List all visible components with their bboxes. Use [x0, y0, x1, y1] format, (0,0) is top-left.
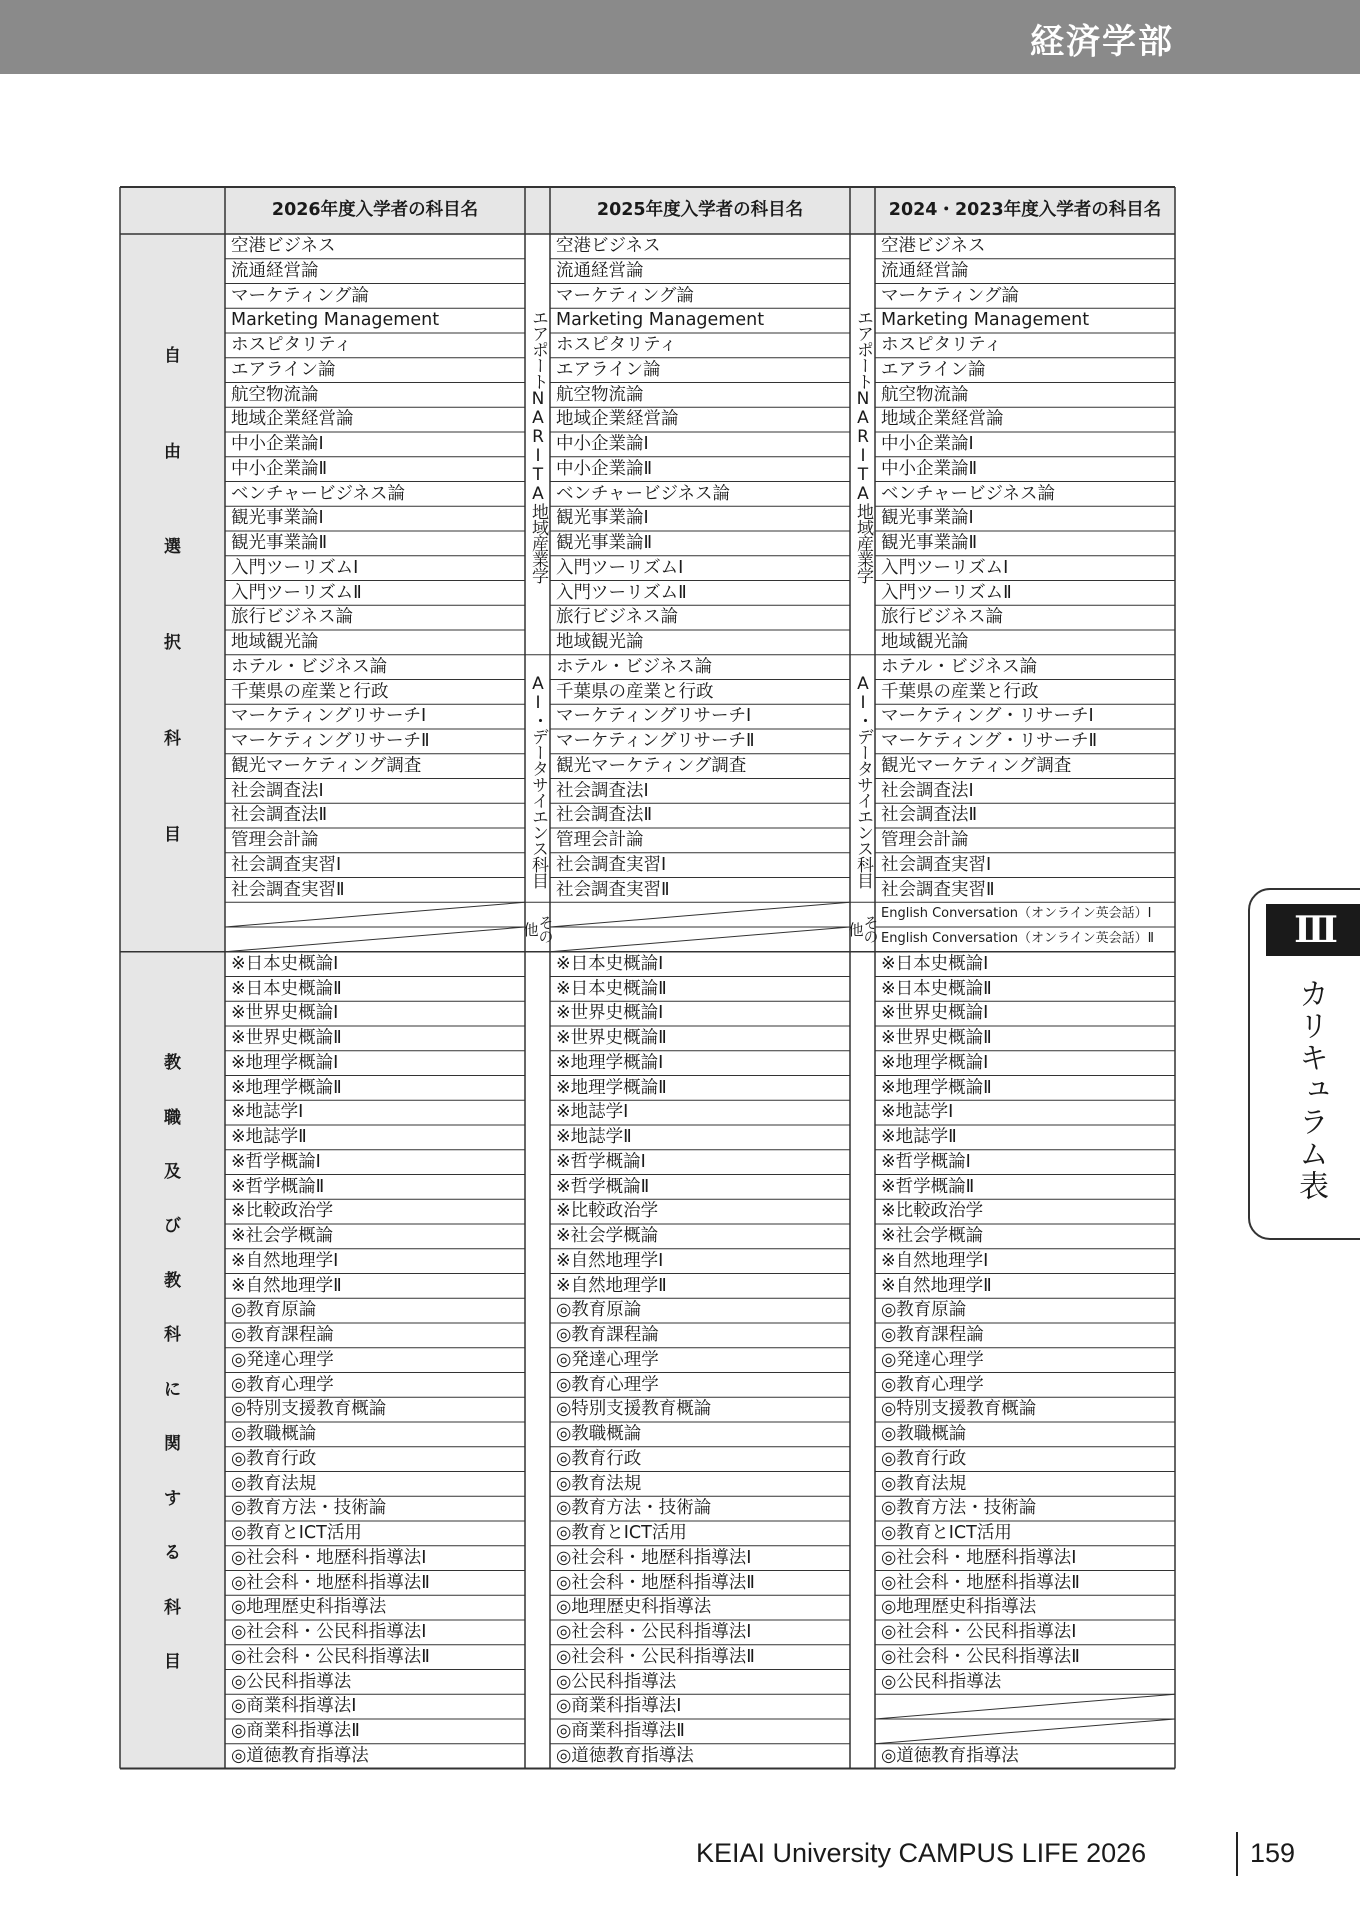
course-cell: 社会調査実習Ⅰ: [231, 854, 342, 875]
course-cell: 社会調査法Ⅰ: [881, 780, 974, 801]
course-cell: ※地理学概論Ⅱ: [881, 1077, 992, 1098]
course-cell: 地域企業経営論: [881, 409, 1004, 430]
category-label: エアポートNARITA地域産業学: [853, 309, 873, 584]
course-cell: 観光事業論Ⅰ: [881, 508, 974, 529]
course-cell: ※日本史概論Ⅱ: [881, 978, 992, 999]
course-cell: ベンチャービジネス論: [556, 483, 730, 504]
course-cell: ※地理学概論Ⅱ: [556, 1077, 667, 1098]
section-label-char: 教: [164, 1270, 181, 1291]
course-cell: ◎教育原論: [556, 1300, 642, 1321]
course-cell: ※地理学概論Ⅰ: [881, 1052, 989, 1073]
course-cell: 千葉県の産業と行政: [231, 681, 389, 702]
course-cell: ※比較政治学: [881, 1201, 984, 1222]
chapter-number: Ⅲ: [1266, 904, 1360, 956]
section-label: [120, 306, 225, 880]
course-cell: 地域観光論: [881, 632, 969, 652]
section-label-char: 科: [164, 1325, 181, 1346]
course-cell: ◎社会科・公民科指導法Ⅰ: [231, 1622, 427, 1642]
section-label-char: に: [164, 1379, 181, 1400]
section-label-char: 由: [164, 441, 181, 462]
section-label-char: 科: [164, 728, 181, 749]
column-header: 2024・2023年度入学者の科目名: [888, 200, 1162, 220]
course-cell: 観光マーケティング調査: [556, 755, 747, 776]
section-label-char: 択: [164, 633, 181, 654]
course-cell: ◎教育課程論: [556, 1325, 659, 1345]
course-cell: ◎社会科・地歴科指導法Ⅱ: [231, 1572, 430, 1593]
empty-cell-slash: [225, 902, 525, 927]
course-cell: 旅行ビジネス論: [881, 607, 1003, 628]
course-cell: ※地誌学Ⅰ: [231, 1102, 304, 1123]
footer-title: KEIAI University CAMPUS LIFE 2026: [696, 1838, 1147, 1868]
course-cell: ◎教職概論: [881, 1424, 967, 1444]
course-cell: 社会調査法Ⅰ: [231, 780, 324, 801]
course-cell: English Conversation（オンライン英会話）Ⅰ: [881, 906, 1152, 922]
course-cell: ※地誌学Ⅱ: [556, 1127, 632, 1147]
course-cell: 社会調査実習Ⅰ: [556, 854, 667, 875]
course-cell: Marketing Management: [231, 310, 440, 331]
course-cell: 社会調査法Ⅰ: [556, 780, 649, 801]
section-label-char: 目: [164, 824, 181, 845]
course-cell: マーケティング論: [556, 285, 694, 306]
course-cell: エアライン論: [881, 359, 986, 380]
course-cell: ◎教育とICT活用: [231, 1523, 362, 1543]
course-cell: ホテル・ビジネス論: [231, 656, 388, 677]
course-cell: 千葉県の産業と行政: [881, 681, 1039, 702]
course-cell: ※社会学概論: [556, 1226, 659, 1246]
course-cell: 観光マーケティング調査: [881, 755, 1072, 776]
course-cell: マーケティング・リサーチⅡ: [881, 731, 1098, 751]
course-cell: マーケティングリサーチⅡ: [231, 731, 430, 751]
course-cell: ◎地理歴史科指導法: [231, 1597, 387, 1618]
course-cell: ◎教職概論: [556, 1424, 642, 1444]
empty-cell-slash: [550, 902, 850, 927]
course-cell: ※哲学概論Ⅰ: [231, 1151, 321, 1172]
course-cell: ◎地理歴史科指導法: [556, 1597, 712, 1618]
course-cell: 管理会計論: [231, 830, 319, 850]
section-label-char: 職: [164, 1107, 181, 1128]
course-cell: 中小企業論Ⅰ: [881, 434, 974, 454]
course-cell: 入門ツーリズムⅡ: [881, 582, 1012, 603]
course-cell: ベンチャービジネス論: [881, 483, 1055, 504]
course-cell: ※世界史概論Ⅰ: [881, 1003, 989, 1024]
course-cell: 管理会計論: [881, 830, 969, 850]
course-cell: ホテル・ビジネス論: [881, 656, 1038, 677]
course-cell: ◎商業科指導法Ⅱ: [231, 1721, 360, 1741]
course-cell: ◎教育方法・技術論: [556, 1498, 712, 1519]
course-cell: ◎発達心理学: [556, 1349, 659, 1370]
course-cell: ◎特別支援教育概論: [231, 1399, 387, 1420]
course-cell: ◎社会科・公民科指導法Ⅱ: [231, 1646, 430, 1667]
course-cell: ◎特別支援教育概論: [556, 1399, 712, 1420]
course-cell: ◎社会科・公民科指導法Ⅱ: [556, 1646, 755, 1667]
course-cell: 中小企業論Ⅱ: [881, 458, 978, 479]
course-cell: ◎教育行政: [231, 1448, 317, 1469]
category-label: AI・データサイエンス科目: [853, 673, 873, 888]
course-cell: 社会調査法Ⅱ: [231, 805, 328, 826]
course-cell: ◎特別支援教育概論: [881, 1399, 1037, 1420]
course-cell: 入門ツーリズムⅠ: [231, 557, 359, 578]
course-cell: ◎道徳教育指導法: [556, 1745, 694, 1766]
course-cell: 入門ツーリズムⅠ: [556, 557, 684, 578]
course-cell: エアライン論: [556, 359, 661, 380]
course-cell: 入門ツーリズムⅠ: [881, 557, 1009, 578]
course-cell: ※哲学概論Ⅱ: [881, 1176, 975, 1197]
course-cell: 旅行ビジネス論: [556, 607, 678, 628]
course-cell: ※地誌学Ⅰ: [556, 1102, 629, 1123]
course-cell: 流通経営論: [881, 260, 969, 281]
course-cell: ※世界史概論Ⅱ: [881, 1028, 992, 1048]
course-cell: ◎道徳教育指導法: [231, 1745, 369, 1766]
empty-cell-slash: [875, 1719, 1175, 1744]
course-cell: Marketing Management: [881, 310, 1090, 331]
course-cell: 管理会計論: [556, 830, 644, 850]
course-cell: ※地理学概論Ⅱ: [231, 1077, 342, 1098]
course-cell: ◎教育法規: [881, 1473, 967, 1494]
section-label-char: 教: [164, 1053, 181, 1074]
section-label-char: す: [164, 1488, 181, 1509]
course-cell: 社会調査実習Ⅰ: [881, 854, 992, 875]
course-cell: ◎社会科・公民科指導法Ⅰ: [556, 1622, 752, 1642]
course-cell: ◎社会科・地歴科指導法Ⅰ: [881, 1547, 1077, 1568]
page-number: 159: [1250, 1838, 1296, 1868]
course-cell: ◎商業科指導法Ⅰ: [231, 1696, 357, 1717]
course-cell: 空港ビジネス: [556, 236, 661, 256]
course-cell: マーケティング論: [881, 285, 1019, 306]
course-cell: ◎社会科・地歴科指導法Ⅰ: [231, 1547, 427, 1568]
course-cell: ◎教育原論: [231, 1300, 317, 1321]
course-cell: ※自然地理学Ⅰ: [231, 1250, 339, 1271]
course-cell: ◎教育とICT活用: [556, 1523, 687, 1543]
course-cell: 千葉県の産業と行政: [556, 681, 714, 702]
course-cell: ◎教育課程論: [231, 1325, 334, 1345]
category-label: エアポートNARITA地域産業学: [528, 309, 548, 584]
course-cell: ◎教育心理学: [231, 1374, 334, 1395]
faculty-title: 経済学部: [1030, 22, 1174, 62]
course-cell: 地域観光論: [556, 632, 644, 652]
course-cell: マーケティング論: [231, 285, 369, 306]
section-label-char: 選: [164, 537, 181, 558]
footer-divider: [1236, 1832, 1238, 1876]
course-cell: ◎発達心理学: [881, 1349, 984, 1370]
empty-cell-slash: [225, 927, 525, 952]
course-cell: ◎教育方法・技術論: [881, 1498, 1037, 1519]
course-cell: 空港ビジネス: [231, 236, 336, 256]
course-cell: ※社会学概論: [881, 1226, 984, 1246]
course-cell: ※哲学概論Ⅰ: [556, 1151, 646, 1172]
course-cell: 観光マーケティング調査: [231, 755, 422, 776]
course-cell: ※比較政治学: [231, 1201, 334, 1222]
course-cell: ※世界史概論Ⅱ: [231, 1028, 342, 1048]
course-cell: ◎教育法規: [556, 1473, 642, 1494]
category-label: その他: [846, 915, 880, 943]
course-cell: 地域企業経営論: [231, 409, 354, 430]
course-cell: 航空物流論: [556, 384, 644, 405]
section-label: [120, 1033, 225, 1686]
course-cell: マーケティングリサーチⅡ: [556, 731, 755, 751]
course-cell: 入門ツーリズムⅡ: [231, 582, 362, 603]
course-cell: 旅行ビジネス論: [231, 607, 353, 628]
course-cell: ◎教育方法・技術論: [231, 1498, 387, 1519]
course-cell: ◎公民科指導法: [881, 1671, 1002, 1692]
course-cell: ◎教育心理学: [556, 1374, 659, 1395]
course-cell: 流通経営論: [556, 260, 644, 281]
course-cell: 航空物流論: [231, 384, 319, 405]
course-cell: ◎社会科・地歴科指導法Ⅱ: [556, 1572, 755, 1593]
course-cell: ◎教育行政: [556, 1448, 642, 1469]
course-cell: ※日本史概論Ⅰ: [881, 953, 989, 974]
course-cell: ※地理学概論Ⅰ: [556, 1052, 664, 1073]
course-cell: ◎教育行政: [881, 1448, 967, 1469]
category-label: AI・データサイエンス科目: [528, 673, 548, 888]
course-cell: 社会調査実習Ⅱ: [231, 879, 345, 900]
section-label-char: 及: [164, 1162, 181, 1183]
empty-cell-slash: [875, 1694, 1175, 1719]
course-cell: ※自然地理学Ⅱ: [556, 1275, 667, 1296]
course-cell: English Conversation（オンライン英会話）Ⅱ: [881, 931, 1155, 946]
course-cell: ベンチャービジネス論: [231, 483, 405, 504]
course-cell: ホスピタリティ: [231, 335, 352, 355]
section-label-char: び: [164, 1216, 181, 1237]
course-cell: 地域観光論: [231, 632, 319, 652]
course-cell: ※哲学概論Ⅰ: [881, 1151, 971, 1172]
course-cell: ◎教職概論: [231, 1424, 317, 1444]
course-cell: ホスピタリティ: [881, 335, 1002, 355]
course-cell: ◎社会科・公民科指導法Ⅱ: [881, 1646, 1080, 1667]
course-cell: ※地誌学Ⅱ: [231, 1127, 307, 1147]
course-cell: マーケティングリサーチⅠ: [556, 706, 752, 727]
course-cell: ◎教育課程論: [881, 1325, 984, 1345]
course-cell: 航空物流論: [881, 384, 969, 405]
course-cell: 中小企業論Ⅱ: [556, 458, 653, 479]
course-cell: 中小企業論Ⅱ: [231, 458, 328, 479]
course-cell: 流通経営論: [231, 260, 319, 281]
course-cell: ※日本史概論Ⅱ: [231, 978, 342, 999]
chapter-label: カリキュラム表: [1293, 978, 1328, 1202]
course-cell: 観光事業論Ⅰ: [556, 508, 649, 529]
course-cell: ◎社会科・地歴科指導法Ⅱ: [881, 1572, 1080, 1593]
course-cell: エアライン論: [231, 359, 336, 380]
course-cell: ※自然地理学Ⅰ: [881, 1250, 989, 1271]
section-label-char: 科: [164, 1597, 181, 1618]
course-cell: ◎教育とICT活用: [881, 1523, 1012, 1543]
course-cell: ※社会学概論: [231, 1226, 334, 1246]
column-header: 2026年度入学者の科目名: [271, 200, 479, 220]
course-cell: ◎道徳教育指導法: [881, 1745, 1019, 1766]
course-cell: 観光事業論Ⅱ: [556, 533, 653, 553]
course-cell: 観光事業論Ⅰ: [231, 508, 324, 529]
course-cell: 中小企業論Ⅰ: [231, 434, 324, 454]
course-cell: ※日本史概論Ⅰ: [556, 953, 664, 974]
course-cell: 社会調査実習Ⅱ: [556, 879, 670, 900]
empty-cell-slash: [550, 927, 850, 952]
header-bar: [0, 0, 1360, 74]
course-cell: ※日本史概論Ⅱ: [556, 978, 667, 999]
section-label-char: 目: [164, 1651, 181, 1672]
course-cell: マーケティングリサーチⅠ: [231, 706, 427, 727]
chapter-tab: [1248, 888, 1360, 1240]
course-cell: マーケティング・リサーチⅠ: [881, 706, 1094, 727]
course-cell: ◎地理歴史科指導法: [881, 1597, 1037, 1618]
course-cell: ※自然地理学Ⅰ: [556, 1250, 664, 1271]
course-cell: 社会調査法Ⅱ: [881, 805, 978, 826]
course-cell: ※哲学概論Ⅱ: [556, 1176, 650, 1197]
course-cell: ◎商業科指導法Ⅰ: [556, 1696, 682, 1717]
course-cell: ◎発達心理学: [231, 1349, 334, 1370]
course-cell: 中小企業論Ⅰ: [556, 434, 649, 454]
course-cell: ◎教育心理学: [881, 1374, 984, 1395]
category-label: その他: [521, 915, 555, 943]
course-cell: 社会調査法Ⅱ: [556, 805, 653, 826]
course-cell: 観光事業論Ⅱ: [231, 533, 328, 553]
course-cell: ◎社会科・公民科指導法Ⅰ: [881, 1622, 1077, 1642]
course-cell: ◎公民科指導法: [556, 1671, 677, 1692]
course-cell: ※哲学概論Ⅱ: [231, 1176, 325, 1197]
course-cell: ※世界史概論Ⅰ: [556, 1003, 664, 1024]
course-cell: ◎教育原論: [881, 1300, 967, 1321]
course-cell: ※自然地理学Ⅱ: [231, 1275, 342, 1296]
course-cell: ※世界史概論Ⅱ: [556, 1028, 667, 1048]
section-label-char: る: [164, 1543, 181, 1564]
section-label-char: 自: [164, 346, 181, 367]
course-cell: ※世界史概論Ⅰ: [231, 1003, 339, 1024]
section-label-char: 関: [164, 1434, 181, 1455]
course-cell: ◎教育法規: [231, 1473, 317, 1494]
course-cell: 社会調査実習Ⅱ: [881, 879, 995, 900]
course-cell: 地域企業経営論: [556, 409, 679, 430]
course-cell: ※比較政治学: [556, 1201, 659, 1222]
course-cell: 入門ツーリズムⅡ: [556, 582, 687, 603]
course-cell: ※日本史概論Ⅰ: [231, 953, 339, 974]
course-cell: ◎社会科・地歴科指導法Ⅰ: [556, 1547, 752, 1568]
course-cell: ※地理学概論Ⅰ: [231, 1052, 339, 1073]
course-cell: ◎商業科指導法Ⅱ: [556, 1721, 685, 1741]
course-cell: 観光事業論Ⅱ: [881, 533, 978, 553]
column-header: 2025年度入学者の科目名: [596, 200, 804, 220]
course-cell: ※地誌学Ⅰ: [881, 1102, 954, 1123]
course-cell: ホスピタリティ: [556, 335, 677, 355]
course-cell: ※地誌学Ⅱ: [881, 1127, 957, 1147]
course-cell: Marketing Management: [556, 310, 765, 331]
course-cell: 空港ビジネス: [881, 236, 986, 256]
course-cell: ホテル・ビジネス論: [556, 656, 713, 677]
course-cell: ※自然地理学Ⅱ: [881, 1275, 992, 1296]
course-cell: ◎公民科指導法: [231, 1671, 352, 1692]
